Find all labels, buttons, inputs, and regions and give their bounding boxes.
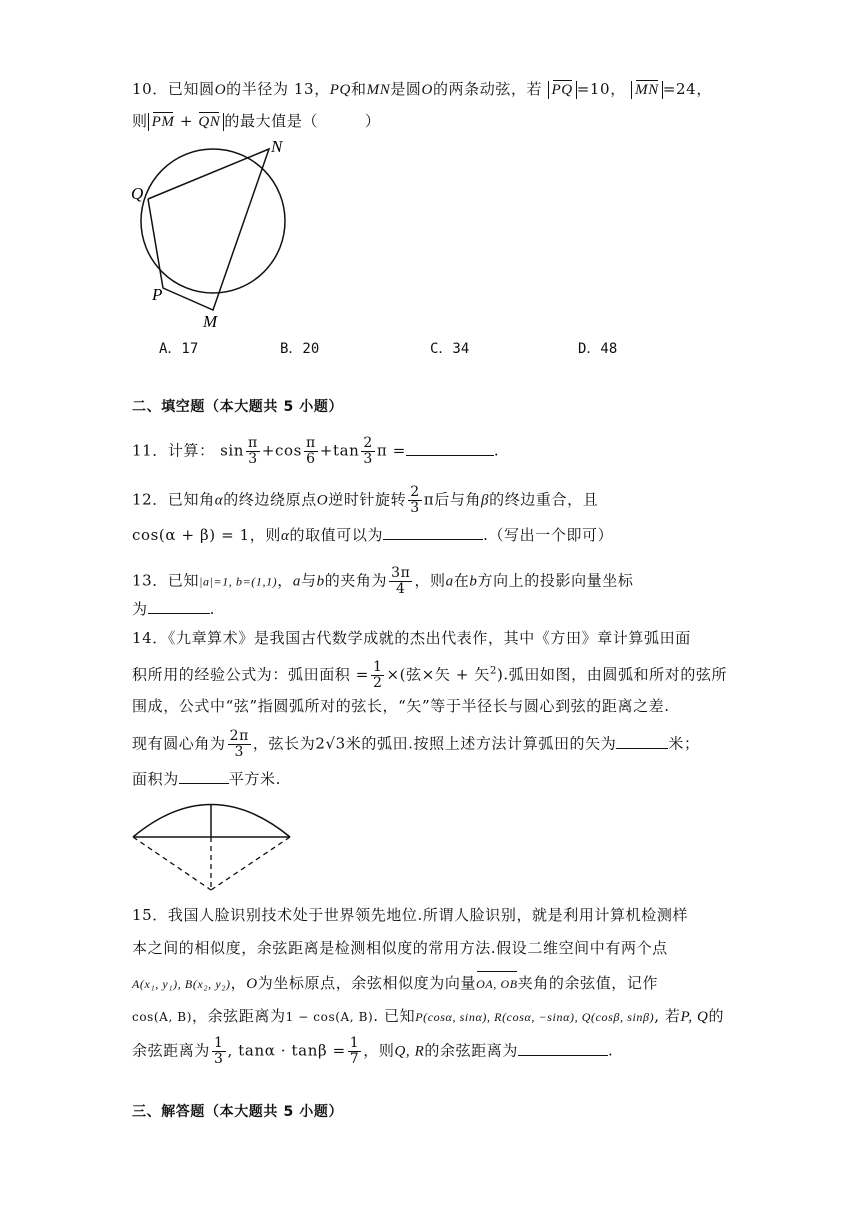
label-p: P — [152, 285, 163, 304]
q14-line4: 现有圆心角为 $\frac{2\pi}{3}$ ，弦长为2√3米的弧田.按照上述方法计算弧田的矢为 米； — [132, 728, 700, 760]
label-m: M — [203, 312, 218, 331]
q12-line1: 12．已知角α的终边绕原点O逆时针旋转 $\frac{2}{3}$ π后与角β的终边重合，且 — [132, 484, 599, 516]
q14-arc-field-figure — [125, 800, 300, 898]
option-b[interactable]: B．20 — [280, 341, 320, 357]
q13-line1: 13．已知|a|=1, b=(1,1)，a与b的夹角为 $\frac{3\pi}{4}$ ，则a在b方向上的投影向量坐标 — [132, 565, 634, 597]
quadrilateral-qpmn — [148, 149, 269, 310]
q10-line1: 10．已知圆O的半径为 13，PQ和MN是圆O的两条动弦，若 PQ =10， MN =24， — [132, 80, 712, 98]
q10-number: 10． — [132, 80, 168, 98]
circle-o — [141, 149, 285, 293]
section-2-heading: 二、填空题（本大题共 5 小题） — [132, 399, 344, 415]
q14-line1: 14．《九章算术》是我国古代数学成就的杰出代表作，其中《方田》章计算弧田面 — [132, 629, 691, 647]
q15-line3: A(x₁, y₁), B(x₂, y₂)，O为坐标原点，余弦相似度为向量OA, OB夹角的余弦值，记作 — [132, 972, 800, 995]
abs-mn: MN — [631, 81, 663, 99]
label-n: N — [271, 137, 283, 156]
section-3-heading: 三、解答题（本大题共 5 小题） — [132, 1104, 344, 1120]
radius-right — [211, 837, 290, 890]
q14-line2: 积所用的经验公式为：弧田面积 = $\frac{1}{2}$ ×(弦×矢 + 矢$^2$).弧田如图，由圆弧和所对的弦所 — [132, 659, 728, 691]
option-c[interactable]: C．34 — [430, 341, 470, 357]
q10-circle-figure — [125, 132, 295, 332]
q12-line2: cos(α + β) = 1，则α的取值可以为 .（写出一个即可） — [132, 526, 614, 544]
q13-line2: 为 . — [132, 600, 215, 618]
q15-line5: 余弦距离为 $\frac{1}{3}$ , tanα · tanβ = $\frac{1}{7}$ ，则Q, R的余弦距离为 . — [132, 1035, 614, 1067]
label-q: Q — [131, 184, 144, 203]
option-a[interactable]: A．17 — [159, 341, 199, 357]
q15-line2: 本之间的相似度，余弦距离是检测相似度的常用方法.假设二维空间中有两个点 — [132, 939, 668, 957]
q15-line4: cos(A, B)，余弦距离为1 − cos(A, B). 已知P(cosα, sinα), R(cosα, −sinα), Q(cosβ, sinβ), 若P, Q的 — [132, 1007, 725, 1025]
q11-answer-blank[interactable] — [406, 441, 494, 456]
q14-line3: 围成，公式中“弦”指圆弧所对的弦长，“矢”等于半径长与圆心到弦的距离之差. — [132, 697, 670, 715]
q15-answer-blank[interactable] — [518, 1041, 608, 1056]
q10-line2: 则 PM + QN 的最大值是（ ） — [132, 112, 381, 130]
q14-area-blank[interactable] — [179, 769, 229, 784]
q14-arrow-blank[interactable] — [616, 734, 668, 749]
abs-sum: PM + QN — [148, 113, 225, 131]
radius-left — [133, 837, 211, 890]
abs-pq: PQ — [548, 81, 577, 99]
q11-line: 11．计算： sin $\frac{\pi}{3}$ +cos $\frac{\pi}{6}$ +tan $\frac{2}{3}$ π = . — [132, 435, 500, 467]
option-d[interactable]: D．48 — [578, 341, 618, 357]
q13-answer-blank[interactable] — [148, 599, 210, 614]
q12-answer-blank[interactable] — [383, 525, 483, 540]
q14-line5: 面积为 平方米. — [132, 770, 281, 788]
q15-line1: 15．我国人脸识别技术处于世界领先地位.所谓人脸识别，就是利用计算机检测样 — [132, 906, 689, 924]
